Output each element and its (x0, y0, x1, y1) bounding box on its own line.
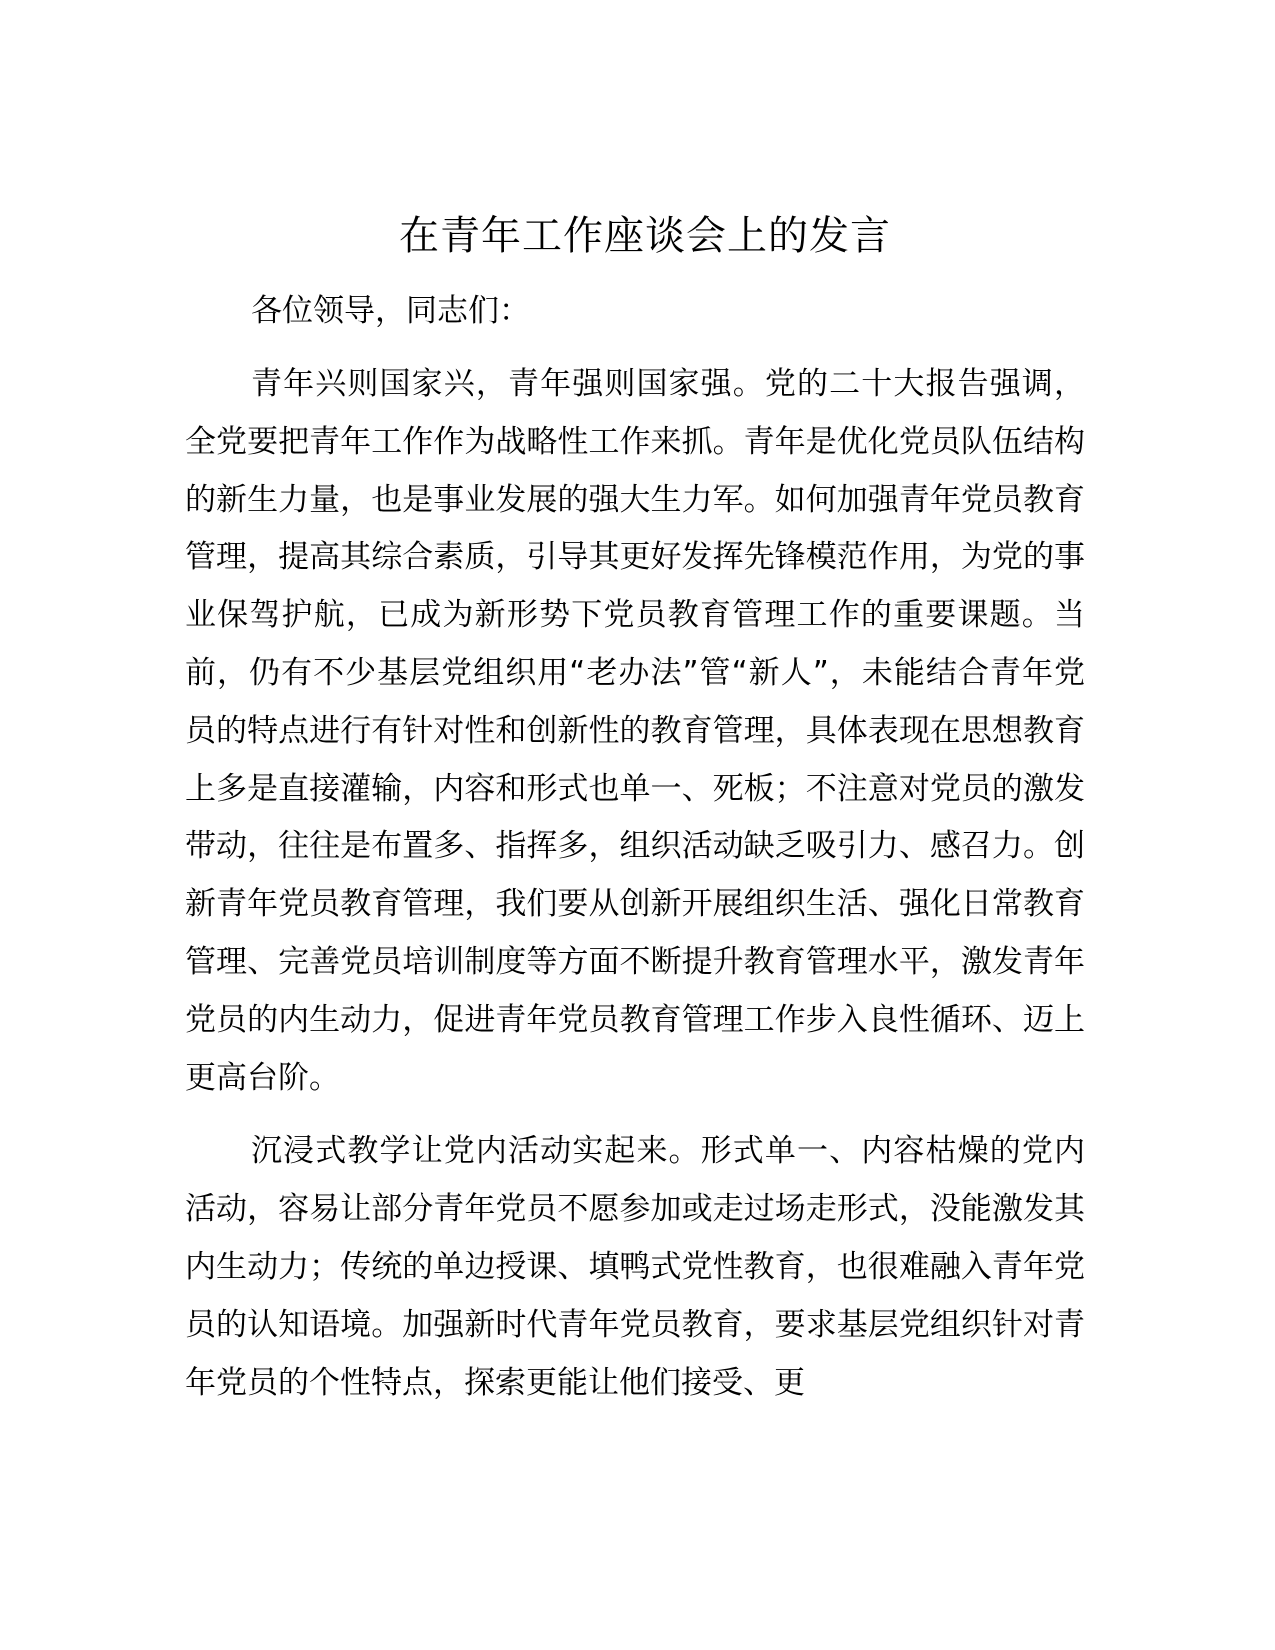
paragraph-immersive-teaching: 沉浸式教学让党内活动实起来。形式单一、内容枯燥的党内活动，容易让部分青年党员不愿参加或走过场走形式，没能激发其内生动力；传统的单边授课、填鸭式党性教育，也很难融入青年党员的认知语境。加强新时代青年党员教育，要求基层党组织针对青年党员的个性特点，探索更能让他们接受、更 (185, 1133, 1085, 1401)
greeting: 各位领导，同志们： (251, 293, 530, 329)
document-page (185, 210, 1085, 1412)
paragraph-intro: 青年兴则国家兴，青年强则国家强。党的二十大报告强调，全党要把青年工作作为战略性工作来抓。青年是优化党员队伍结构的新生力量，也是事业发展的强大生力军。如何加强青年党员教育管理，提高其综合素质，引导其更好发挥先锋模范作用，为党的事业保驾护航，已成为新形势下党员教育管理工作的重要课题。当前，仍有不少基层党组织用“老办法”管“新人”，未能结合青年党员的特点进行有针对性和创新性的教育管理，具体表现在思想教育上多是直接灌输，内容和形式也单一、死板；不注意对党员的激发带动，往往是布置多、指挥多，组织活动缺乏吸引力、感召力。创新青年党员教育管理，我们要从创新开展组织生活、强化日常教育管理、完善党员培训制度等方面不断提升教育管理水平，激发青年党员的内生动力，促进青年党员教育管理工作步入良性循环、迈上更高台阶。 (185, 366, 1085, 1096)
document-title: 在青年工作座谈会上的发言 (399, 213, 891, 259)
